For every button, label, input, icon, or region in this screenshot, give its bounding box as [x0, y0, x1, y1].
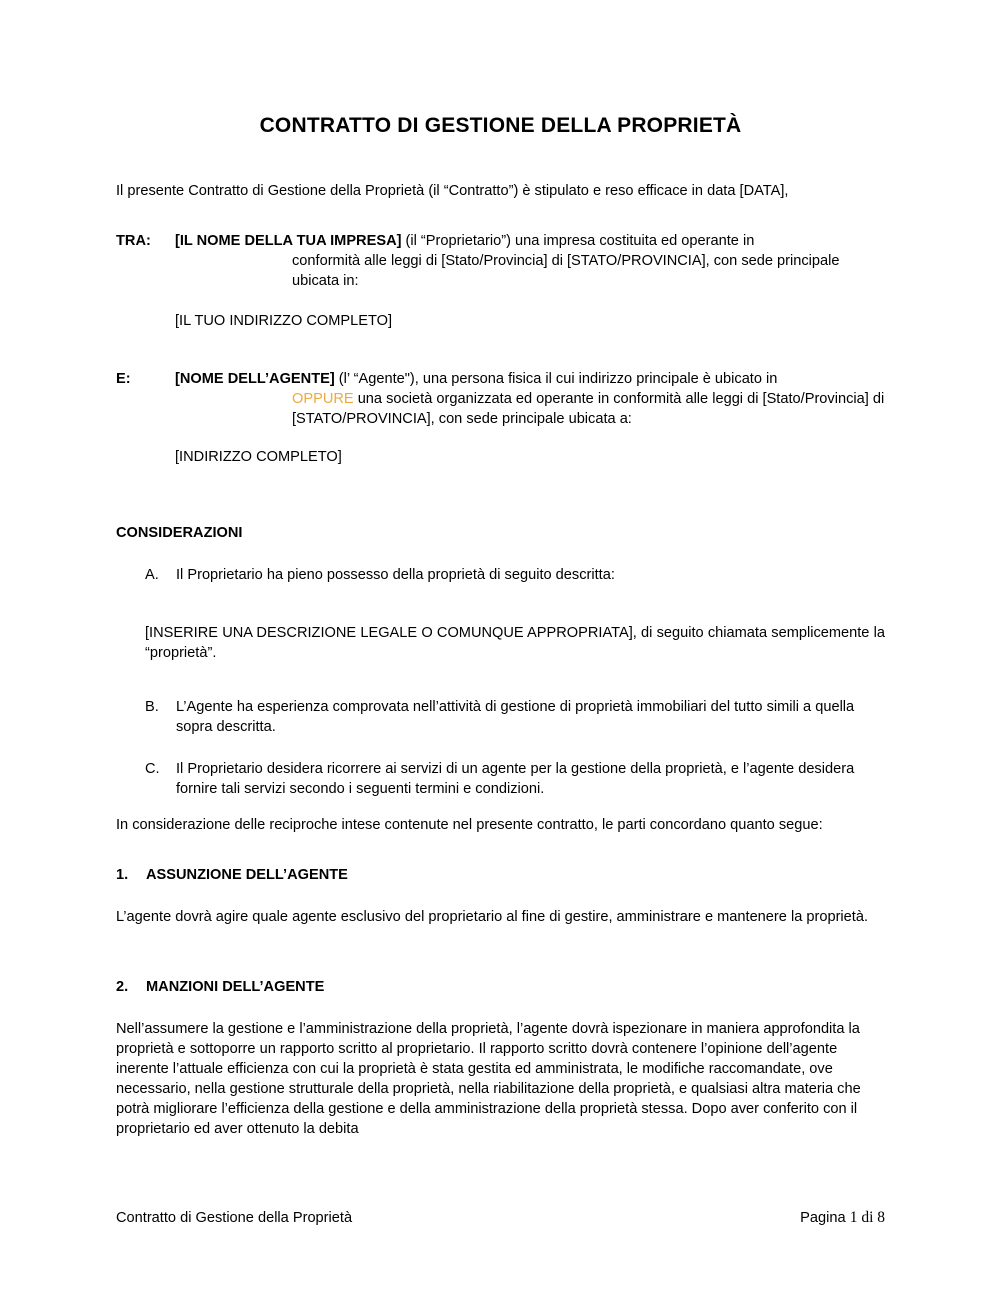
recitals-heading: CONSIDERAZIONI: [116, 525, 243, 542]
party-owner-desc-first: (il “Proprietario”) una impresa costituita ed operante in: [401, 233, 755, 250]
intro-paragraph: Il presente Contratto di Gestione della Proprietà (il “Contratto”) è stipulato e reso efficace in data [DATA],: [116, 183, 789, 200]
recital-marker-b: B.: [145, 699, 159, 716]
section-2-body: Nell’assumere la gestione e l’amministrazione della proprietà, l’agente dovrà ispezionare in maniera approfondita la proprietà e sottoporre un rapporto scritto al proprietario. Il rapporto scritto dovrà contenere l’opinione dell’agente inerente l’attuale efficienza con cui la proprietà è stata gestita ed amministrata, le modifiche raccomandate, ove necessario, nella gestione strutturale della proprietà, nella riabilitazione della proprietà, e qualsiasi altra materia che potrà migliorare l’efficienza della gestione e della amministrazione della proprietà stessa. Dopo aver conferito con il proprietario ed aver ottenuto la debita: [116, 1021, 861, 1138]
party-owner-body: [175, 231, 885, 291]
recital-text-b: L’Agente ha esperienza comprovata nell’attività di gestione di proprietà immobiliari del tutto simili a quella sopra descritta.: [176, 699, 855, 736]
page-footer: [116, 1208, 885, 1228]
recital-text-a: Il Proprietario ha pieno possesso della proprietà di seguito descritta:: [176, 567, 615, 584]
recital-item-c: [116, 759, 885, 799]
section-1-title: ASSUNZIONE DELL’AGENTE: [146, 867, 348, 884]
recital-text-c: Il Proprietario desidera ricorrere ai servizi di un agente per la gestione della proprietà, e l’agente desidera fornire tali servizi secondo i seguenti termini e condizioni.: [176, 761, 855, 798]
party-owner: [116, 231, 885, 291]
oppure-keyword: OPPURE: [292, 391, 354, 408]
section-1-heading: [116, 865, 885, 885]
document-body: [116, 0, 885, 1139]
footer-document-name: Contratto di Gestione della Proprietà: [116, 1210, 353, 1226]
party-agent-address: [INDIRIZZO COMPLETO]: [175, 449, 342, 466]
party-agent-desc-first: (l’ “Agente"), una persona fisica il cui indirizzo principale è ubicato in: [334, 371, 778, 388]
party-agent-desc-rest: [175, 389, 885, 429]
recital-item-a: [116, 565, 885, 585]
footer-page-numbers: 1 di 8: [849, 1209, 885, 1226]
party-owner-desc-rest: conformità alle leggi di [Stato/Provincia] di [STATO/PROVINCIA], con sede principale ubicata in:: [292, 253, 840, 290]
party-agent-label: E:: [116, 371, 131, 388]
section-2-number: 2.: [116, 979, 129, 996]
recital-item-b: [116, 697, 885, 737]
party-agent-desc-after-or: una società organizzata ed operante in conformità alle leggi di [Stato/Provincia] di [STATO/PROVINCIA], con sede principale ubicata a:: [292, 391, 885, 428]
footer-page-word: Pagina: [800, 1210, 846, 1226]
section-1-body: L’agente dovrà agire quale agente esclusivo del proprietario al fine di gestire, amministrare e mantenere la proprietà.: [116, 909, 869, 926]
recital-marker-a: A.: [145, 567, 159, 584]
party-owner-label: TRA:: [116, 233, 151, 250]
party-agent: [116, 369, 885, 429]
party-owner-name: [IL NOME DELLA TUA IMPRESA]: [175, 233, 402, 250]
party-agent-name: [NOME DELL’AGENTE]: [175, 371, 335, 388]
recital-marker-c: C.: [145, 761, 160, 778]
recitals-closing: In considerazione delle reciproche intese contenute nel presente contratto, le parti concordano quanto segue:: [116, 817, 823, 834]
property-description-placeholder: [INSERIRE UNA DESCRIZIONE LEGALE O COMUNQUE APPROPRIATA], di seguito chiamata semplicemente la “proprietà”.: [145, 625, 885, 662]
footer-page-indicator: [800, 1208, 885, 1228]
party-agent-body: [175, 369, 885, 429]
section-1-number: 1.: [116, 867, 129, 884]
section-2-heading: [116, 977, 885, 997]
section-2-title: MANZIONI DELL’AGENTE: [146, 979, 325, 996]
page-title: CONTRATTO DI GESTIONE DELLA PROPRIETÀ: [259, 114, 742, 137]
party-owner-address: [IL TUO INDIRIZZO COMPLETO]: [175, 313, 393, 330]
